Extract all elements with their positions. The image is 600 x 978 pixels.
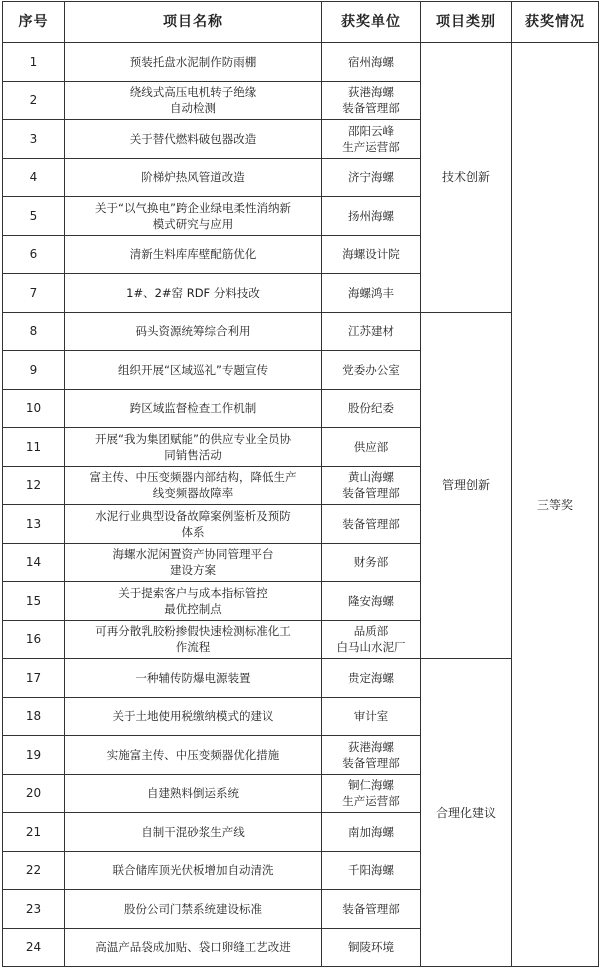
row-project-name: 关于提索客户与成本指标管控 最优控制点: [65, 582, 322, 621]
row-seq: 3: [3, 120, 65, 159]
row-award-unit: 宿州海螺: [322, 43, 421, 82]
award-table: [2, 1, 599, 967]
header-project-name: 项目名称: [65, 2, 322, 43]
row-award-unit: 隆安海螺: [322, 582, 421, 621]
row-seq: 24: [3, 928, 65, 967]
row-project-name: 高温产品袋成加贴、袋口卵缝工艺改进: [65, 928, 322, 967]
row-project-name: 预装托盘水泥制作防雨棚: [65, 43, 322, 82]
row-award-unit: 济宁海螺: [322, 158, 421, 197]
row-seq: 21: [3, 813, 65, 852]
table-row: [3, 43, 599, 82]
row-seq: 10: [3, 389, 65, 428]
row-award-unit: 财务部: [322, 543, 421, 582]
row-seq: 13: [3, 505, 65, 544]
row-project-name: 水泥行业典型设备故障案例鉴析及预防 体系: [65, 505, 322, 544]
row-seq: 17: [3, 659, 65, 698]
row-project-name: 关于“以气换电”跨企业绿电柔性消纳新 模式研究与应用: [65, 197, 322, 236]
row-project-name: 阶梯炉热风管道改造: [65, 158, 322, 197]
row-project-name: 绕线式高压电机转子绝缘 自动检测: [65, 81, 322, 120]
row-award-unit: 供应部: [322, 428, 421, 467]
row-award-unit: 黄山海螺 装备管理部: [322, 466, 421, 505]
row-award-unit: 审计室: [322, 697, 421, 736]
row-project-name: 关于替代燃料破包器改造: [65, 120, 322, 159]
row-award-unit: 党委办公室: [322, 351, 421, 390]
row-award-unit: 南加海螺: [322, 813, 421, 852]
row-project-name: 海螺水泥闲置资产协同管理平台 建设方案: [65, 543, 322, 582]
row-seq: 6: [3, 235, 65, 274]
row-seq: 22: [3, 851, 65, 890]
row-award-unit: 海螺设计院: [322, 235, 421, 274]
header-seq: 序号: [3, 2, 65, 43]
row-project-name: 跨区域监督检查工作机制: [65, 389, 322, 428]
row-project-name: 富主传、中压变频器内部结构，降低生产 线变频器故障率: [65, 466, 322, 505]
row-award-unit: 荻港海螺 装备管理部: [322, 736, 421, 775]
row-seq: 2: [3, 81, 65, 120]
header-award-unit: 获奖单位: [322, 2, 421, 43]
row-project-name: 清新生料库库壁配筋优化: [65, 235, 322, 274]
row-award-unit: 铜仁海螺 生产运营部: [322, 774, 421, 813]
row-seq: 15: [3, 582, 65, 621]
row-project-name: 股份公司门禁系统建设标准: [65, 890, 322, 929]
category-tech-innovation: 技术创新: [421, 43, 512, 313]
row-award-unit: 海螺鸿丰: [322, 274, 421, 313]
category-management-innovation: 管理创新: [421, 312, 512, 659]
row-award-unit: 铜陵环境: [322, 928, 421, 967]
row-seq: 23: [3, 890, 65, 929]
row-award-unit: 千阳海螺: [322, 851, 421, 890]
row-award-unit: 品质部 白马山水泥厂: [322, 620, 421, 659]
row-project-name: 自制干混砂浆生产线: [65, 813, 322, 852]
row-seq: 4: [3, 158, 65, 197]
row-award-unit: 邵阳云峰 生产运营部: [322, 120, 421, 159]
row-project-name: 关于土地使用税缴纳模式的建议: [65, 697, 322, 736]
table-header-row: [3, 2, 599, 43]
row-project-name: 组织开展“区域巡礼”专题宣传: [65, 351, 322, 390]
award-level: 三等奖: [512, 43, 599, 967]
row-award-unit: 装备管理部: [322, 890, 421, 929]
row-award-unit: 股份纪委: [322, 389, 421, 428]
row-seq: 11: [3, 428, 65, 467]
row-award-unit: 贵定海螺: [322, 659, 421, 698]
row-project-name: 可再分散乳胶粉掺假快速检测标准化工 作流程: [65, 620, 322, 659]
row-project-name: 码头资源统筹综合利用: [65, 312, 322, 351]
row-project-name: 1#、2#窑 RDF 分料技改: [65, 274, 322, 313]
row-award-unit: 江苏建材: [322, 312, 421, 351]
category-rationalization-proposal: 合理化建议: [421, 659, 512, 967]
row-award-unit: 扬州海螺: [322, 197, 421, 236]
row-project-name: 实施富主传、中压变频器优化措施: [65, 736, 322, 775]
row-award-unit: 荻港海螺 装备管理部: [322, 81, 421, 120]
row-project-name: 联合储库顶光伏板增加自动清洗: [65, 851, 322, 890]
row-project-name: 一种辅传防爆电源装置: [65, 659, 322, 698]
row-seq: 9: [3, 351, 65, 390]
row-project-name: 自建熟料倒运系统: [65, 774, 322, 813]
table-row: [3, 312, 599, 351]
row-seq: 19: [3, 736, 65, 775]
row-seq: 12: [3, 466, 65, 505]
row-seq: 5: [3, 197, 65, 236]
table-row: [3, 659, 599, 698]
row-seq: 20: [3, 774, 65, 813]
row-project-name: 开展“我为集团赋能”的供应专业全员协 同销售活动: [65, 428, 322, 467]
row-seq: 1: [3, 43, 65, 82]
row-seq: 7: [3, 274, 65, 313]
row-seq: 18: [3, 697, 65, 736]
header-project-category: 项目类别: [421, 2, 512, 43]
header-award-status: 获奖情况: [512, 2, 599, 43]
row-seq: 14: [3, 543, 65, 582]
row-seq: 8: [3, 312, 65, 351]
row-seq: 16: [3, 620, 65, 659]
row-award-unit: 装备管理部: [322, 505, 421, 544]
